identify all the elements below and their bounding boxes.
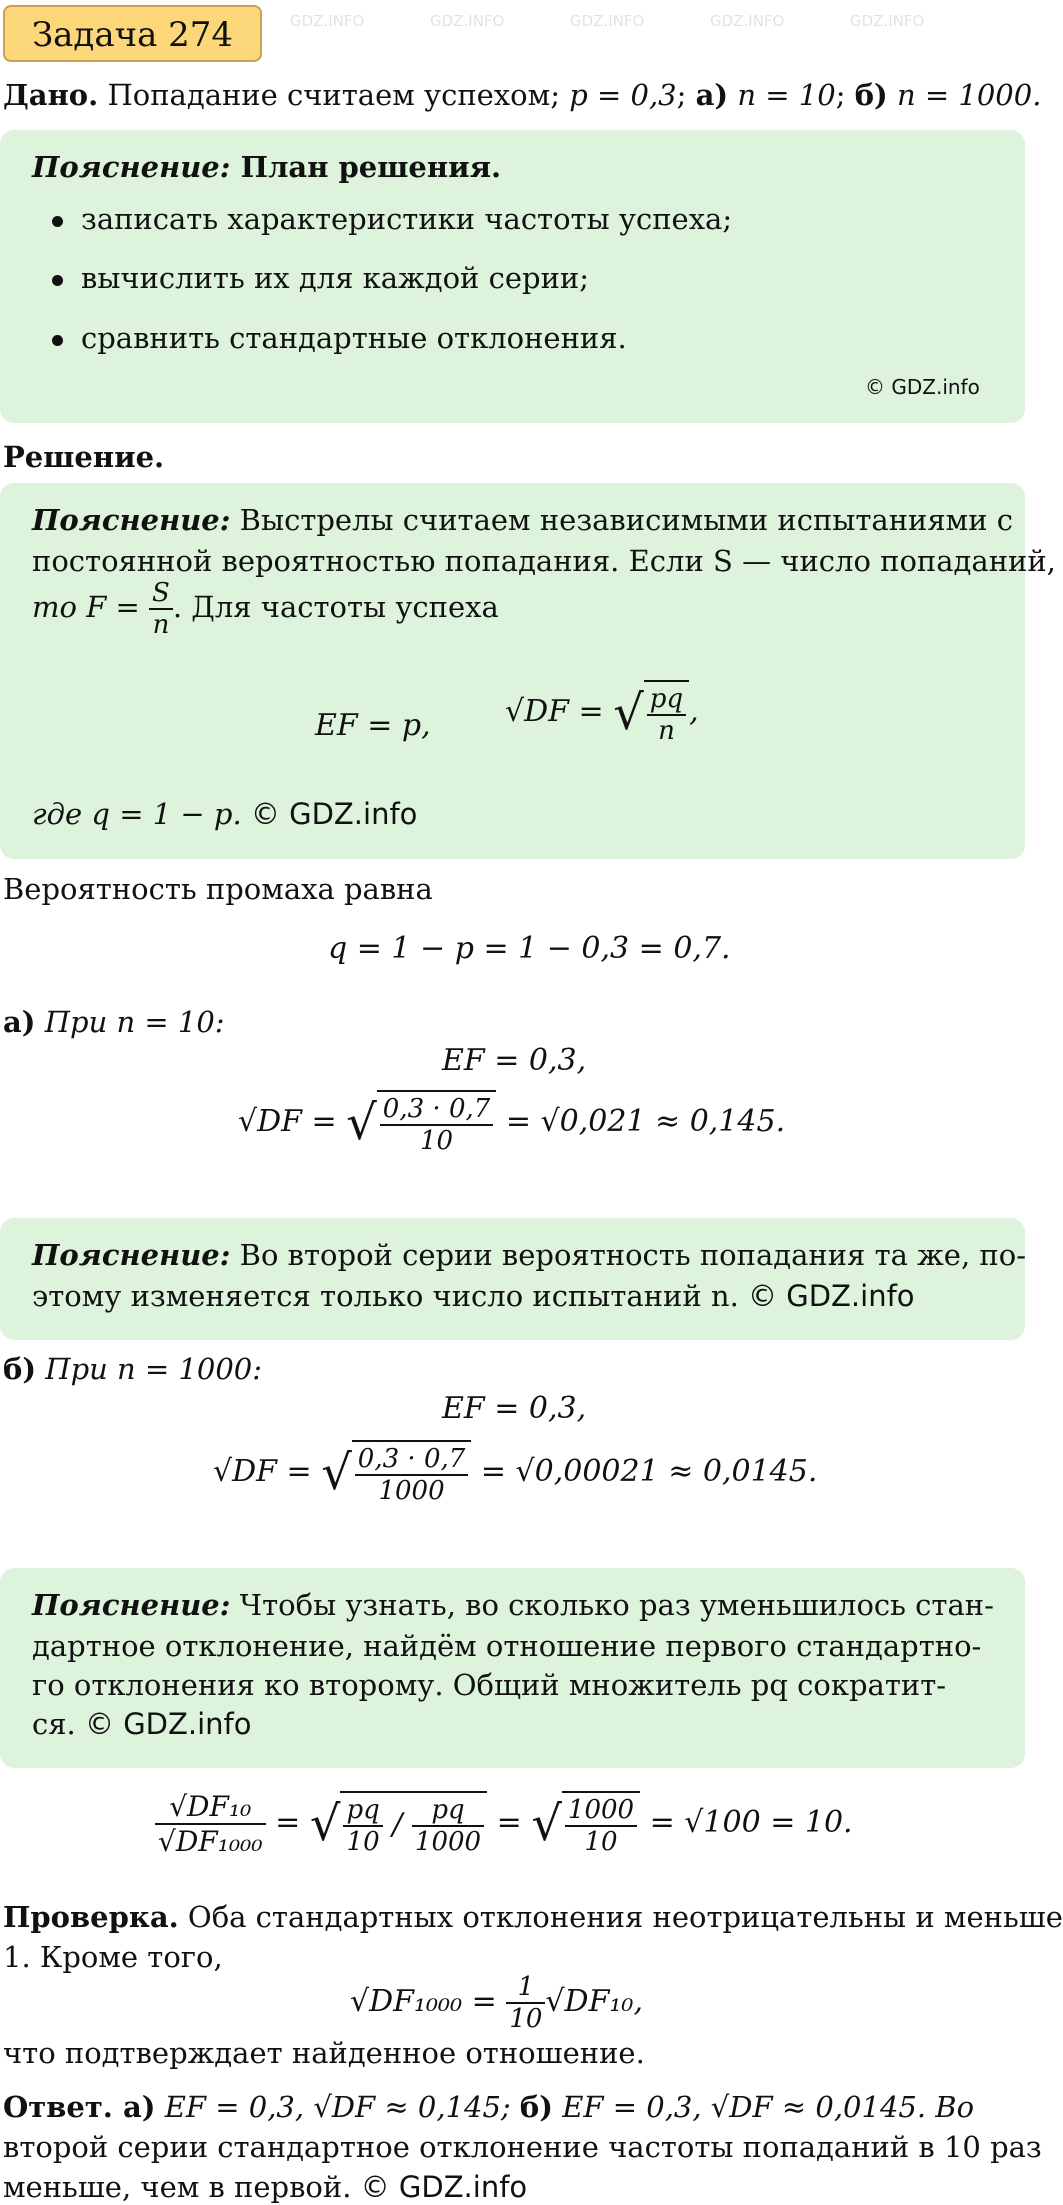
- math-text: = √0,021 ≈ 0,145.: [496, 1104, 786, 1139]
- answer-a-text: EF = 0,3, √DF ≈ 0,145;: [155, 2090, 520, 2124]
- plan-item: [52, 261, 589, 295]
- plan-heading-text: План решения.: [230, 150, 502, 184]
- given-text: Попадание считаем успехом;: [98, 78, 570, 112]
- explanation-line: дартное отклонение, найдём отношение первого стандартно-: [32, 1629, 982, 1663]
- explanation-label: Пояснение:: [32, 150, 231, 184]
- fraction-numerator: pq: [647, 684, 686, 716]
- fraction: [412, 1795, 484, 1857]
- given-b-eq: n = 1000.: [887, 78, 1042, 112]
- fraction: [380, 1094, 494, 1156]
- math-text: = √0,00021 ≈ 0,0145.: [471, 1454, 818, 1489]
- given-sep: ;: [676, 78, 696, 112]
- part-b-ef: EF = 0,3,: [442, 1391, 587, 1426]
- answer-b-label: б): [519, 2090, 553, 2124]
- radical-icon: √: [321, 1445, 352, 1501]
- explanation-line: го отклонения ко второму. Общий множитель pq сократит-: [32, 1668, 947, 1702]
- fraction-numerator: 0,3 · 0,7: [380, 1094, 494, 1126]
- fraction-denominator: 10: [584, 1827, 618, 1857]
- part-a-line: [3, 1005, 225, 1039]
- part-b-line: [3, 1352, 262, 1386]
- fraction: [343, 1795, 382, 1857]
- bullet-icon: [52, 275, 63, 286]
- miss-text: Вероятность промаха равна: [3, 872, 433, 906]
- part-b-text: При n = 1000:: [36, 1352, 263, 1386]
- check-line: [3, 1900, 1063, 1934]
- answer-a-label: а): [112, 2090, 156, 2124]
- given-label: Дано.: [3, 78, 99, 112]
- explanation-text: . Для частоты успеха: [172, 590, 499, 624]
- explanation-line: [32, 503, 1013, 537]
- fraction-denominator: √DF₁₀₀₀: [158, 1825, 263, 1858]
- fraction-denominator: 10: [420, 1126, 454, 1156]
- fraction-denominator: 1000: [414, 1827, 482, 1857]
- given-a-label: а): [695, 78, 729, 112]
- explanation-text: Во второй серии вероятность попадания та же, по-: [230, 1238, 1026, 1272]
- watermark-text: GDZ.INFO: [850, 12, 925, 30]
- part-a-sd: [238, 1090, 785, 1156]
- answer-b-text: EF = 0,3, √DF ≈ 0,0145. Во: [553, 2090, 975, 2124]
- fraction: [506, 1972, 545, 2034]
- check-label: Проверка.: [3, 1900, 179, 1934]
- math-text: √DF =: [238, 1104, 347, 1139]
- answer-line: [3, 2090, 974, 2124]
- watermark-text: GDZ.INFO: [570, 12, 645, 30]
- plan-item-text: записать характеристики частоты успеха;: [81, 202, 733, 236]
- explanation-line: [32, 797, 417, 831]
- bullet-icon: [52, 216, 63, 227]
- math-text: /: [382, 1807, 412, 1842]
- explanation-label: Пояснение:: [32, 1238, 231, 1272]
- part-a-ef: EF = 0,3,: [442, 1043, 587, 1078]
- explanation-line: [32, 1707, 251, 1741]
- explanation-line: [32, 1238, 1026, 1272]
- plan-item-text: сравнить стандартные отклонения.: [81, 321, 627, 355]
- part-b-sd: [213, 1440, 817, 1506]
- explanation-line: [32, 1588, 994, 1622]
- sqrt-body: [562, 1791, 640, 1857]
- math-text: √DF =: [505, 694, 614, 729]
- given-line: [3, 78, 1041, 112]
- check-text: Оба стандартных отклонения неотрицательны и меньше: [178, 1900, 1063, 1934]
- check-line: 1. Кроме того,: [3, 1940, 223, 1974]
- math-text: √DF₁₀,: [545, 1984, 643, 2019]
- bullet-icon: [52, 335, 63, 346]
- explanation-label: Пояснение:: [32, 503, 231, 537]
- fraction-numerator: pq: [343, 1795, 382, 1827]
- explanation-line: [32, 1279, 915, 1313]
- math-text: ,: [689, 694, 699, 729]
- fraction: [647, 684, 686, 746]
- radical-icon: √: [309, 1796, 341, 1852]
- sqrt-body: [377, 1090, 497, 1156]
- explanation-text: Выстрелы считаем независимыми испытаниями с: [230, 503, 1014, 537]
- explanation-text: ся.: [32, 1707, 85, 1741]
- part-b-label: б): [3, 1352, 37, 1386]
- plan-heading: [32, 150, 501, 184]
- solution-label: Решение.: [3, 440, 165, 474]
- answer-text: меньше, чем в первой.: [3, 2170, 361, 2204]
- check-line: что подтверждает найденное отношение.: [3, 2036, 645, 2070]
- fraction-denominator: 10: [509, 2004, 543, 2034]
- credit: © GDZ.info: [748, 1279, 915, 1313]
- watermark-text: GDZ.INFO: [710, 12, 785, 30]
- plan-item: [52, 321, 627, 355]
- sqrt-body: [340, 1791, 487, 1857]
- given-p: p = 0,3: [569, 78, 677, 112]
- explanation-line: [32, 578, 499, 640]
- sqrt-body: [644, 680, 689, 746]
- given-sep: ;: [835, 78, 855, 112]
- fraction-denominator: 1000: [378, 1476, 445, 1506]
- fraction: [155, 1790, 266, 1858]
- fraction: [149, 578, 173, 640]
- given-a-eq: n = 10: [728, 78, 836, 112]
- given-b-label: б): [854, 78, 888, 112]
- answer-line: второй серии стандартное отклонение частоты попаданий в 10 раз: [3, 2130, 1042, 2164]
- task-title: Задача 274: [3, 5, 262, 62]
- credit: © GDZ.info: [360, 2170, 528, 2204]
- math-text: = √100 = 10.: [640, 1805, 853, 1840]
- fraction-numerator: S: [149, 578, 173, 610]
- miss-equation: q = 1 − p = 1 − 0,3 = 0,7.: [328, 931, 731, 966]
- fraction-numerator: 1000: [565, 1795, 637, 1827]
- explanation-text: Чтобы узнать, во сколько раз уменьшилось стан-: [230, 1588, 994, 1622]
- part-a-label: а): [3, 1005, 36, 1039]
- fraction-numerator: √DF₁₀: [155, 1790, 266, 1825]
- watermark-text: GDZ.INFO: [290, 12, 365, 30]
- radical-icon: √: [531, 1796, 562, 1852]
- answer-line: [3, 2170, 527, 2204]
- explanation-line: постоянной вероятностью попадания. Если S — число попаданий,: [32, 544, 1056, 578]
- check-equation: [350, 1972, 643, 2034]
- fraction: [565, 1795, 637, 1857]
- math-text: то F =: [32, 590, 150, 624]
- fraction-numerator: 0,3 · 0,7: [355, 1444, 469, 1476]
- plan-credit: © GDZ.info: [865, 375, 980, 399]
- formula: EF = p,: [315, 708, 431, 743]
- part-a-text: При n = 10:: [35, 1005, 225, 1039]
- radical-icon: √: [613, 685, 644, 741]
- plan-item-text: вычислить их для каждой серии;: [81, 261, 589, 295]
- math-text: √DF =: [213, 1454, 322, 1489]
- watermark-text: GDZ.INFO: [430, 12, 505, 30]
- answer-label: Ответ.: [3, 2090, 113, 2124]
- fraction-denominator: 10: [346, 1827, 380, 1857]
- credit: © GDZ.info: [84, 1707, 252, 1741]
- math-text: где q = 1 − p.: [32, 797, 251, 831]
- math-text: =: [265, 1805, 310, 1840]
- plan-item: [52, 202, 732, 236]
- math-text: =: [487, 1805, 532, 1840]
- explanation-label: Пояснение:: [32, 1588, 231, 1622]
- radical-icon: √: [346, 1095, 377, 1151]
- fraction: [355, 1444, 469, 1506]
- formula: [505, 680, 699, 746]
- fraction-numerator: pq: [412, 1795, 484, 1827]
- fraction-numerator: 1: [506, 1972, 545, 2004]
- sqrt-body: [352, 1440, 472, 1506]
- explanation-text: этому изменяется только число испытаний n.: [32, 1279, 749, 1313]
- math-text: √DF₁₀₀₀ =: [350, 1984, 507, 2019]
- credit: © GDZ.info: [250, 797, 418, 831]
- fraction-denominator: n: [658, 716, 675, 746]
- fraction-denominator: n: [152, 610, 170, 640]
- ratio-formula: [155, 1790, 853, 1858]
